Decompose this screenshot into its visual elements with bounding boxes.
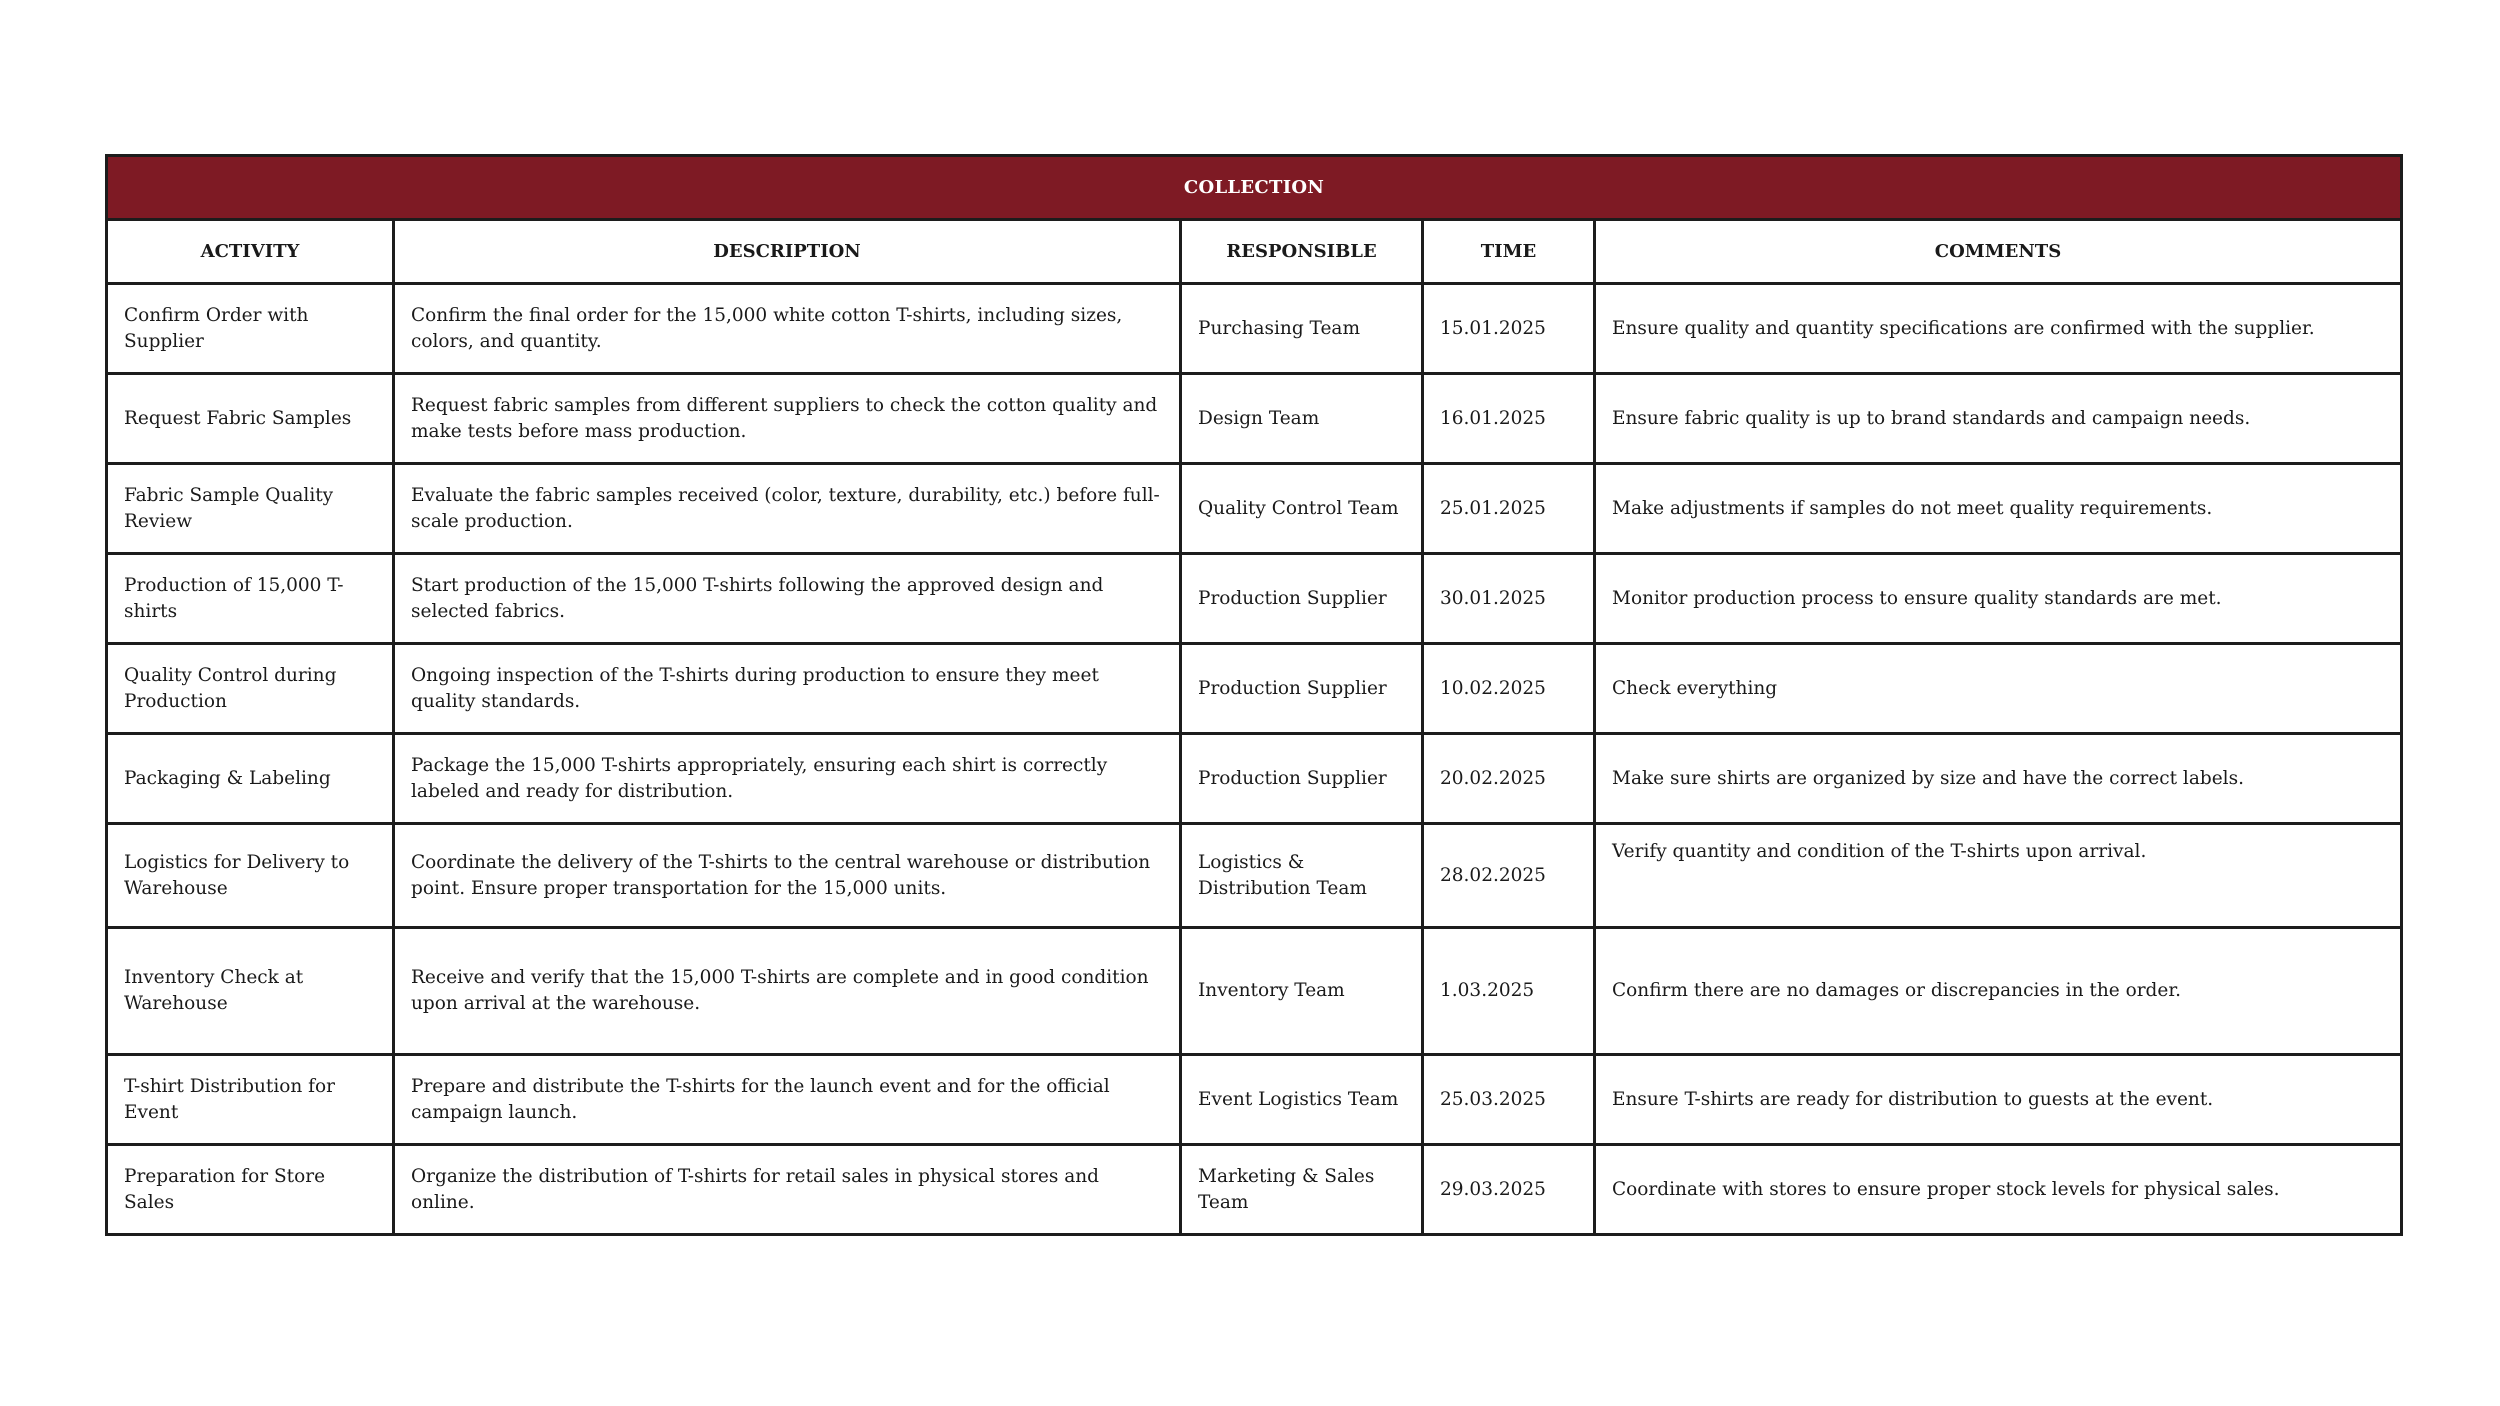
table-title-row (107, 156, 2402, 220)
comments-cell: Verify quantity and condition of the T-shirts upon arrival. (1595, 824, 2402, 928)
table-row (107, 928, 2402, 1055)
table-row (107, 374, 2402, 464)
table-row (107, 824, 2402, 928)
activity-cell: Fabric Sample Quality Review (107, 464, 394, 554)
collection-table (105, 154, 2403, 1236)
table-row (107, 464, 2402, 554)
description-cell: Receive and verify that the 15,000 T-shirts are complete and in good condition upon arrival at the warehouse. (394, 928, 1181, 1055)
activity-cell: Preparation for Store Sales (107, 1145, 394, 1235)
description-cell: Request fabric samples from different suppliers to check the cotton quality and make tests before mass production. (394, 374, 1181, 464)
responsible-cell: Marketing & Sales Team (1181, 1145, 1423, 1235)
description-cell: Start production of the 15,000 T-shirts following the approved design and selected fabrics. (394, 554, 1181, 644)
activity-cell: Production of 15,000 T-shirts (107, 554, 394, 644)
activity-cell: Confirm Order with Supplier (107, 284, 394, 374)
time-cell: 15.01.2025 (1423, 284, 1595, 374)
responsible-cell: Production Supplier (1181, 644, 1423, 734)
comments-cell: Ensure quality and quantity specifications are confirmed with the supplier. (1595, 284, 2402, 374)
column-header-activity: ACTIVITY (107, 220, 394, 284)
description-cell: Package the 15,000 T-shirts appropriately, ensuring each shirt is correctly labeled and ready for distribution. (394, 734, 1181, 824)
time-cell: 29.03.2025 (1423, 1145, 1595, 1235)
responsible-cell: Production Supplier (1181, 554, 1423, 644)
description-cell: Ongoing inspection of the T-shirts during production to ensure they meet quality standards. (394, 644, 1181, 734)
table-title: COLLECTION (107, 156, 2402, 220)
time-cell: 1.03.2025 (1423, 928, 1595, 1055)
responsible-cell: Production Supplier (1181, 734, 1423, 824)
table-row (107, 734, 2402, 824)
comments-cell: Check everything (1595, 644, 2402, 734)
table-row (107, 554, 2402, 644)
time-cell: 25.01.2025 (1423, 464, 1595, 554)
comments-cell: Ensure fabric quality is up to brand standards and campaign needs. (1595, 374, 2402, 464)
description-cell: Evaluate the fabric samples received (color, texture, durability, etc.) before full-scale production. (394, 464, 1181, 554)
responsible-cell: Quality Control Team (1181, 464, 1423, 554)
comments-cell: Confirm there are no damages or discrepancies in the order. (1595, 928, 2402, 1055)
description-cell: Prepare and distribute the T-shirts for the launch event and for the official campaign launch. (394, 1055, 1181, 1145)
activity-cell: Packaging & Labeling (107, 734, 394, 824)
activity-cell: Logistics for Delivery to Warehouse (107, 824, 394, 928)
activity-cell: T-shirt Distribution for Event (107, 1055, 394, 1145)
comments-cell: Coordinate with stores to ensure proper stock levels for physical sales. (1595, 1145, 2402, 1235)
table-row (107, 644, 2402, 734)
responsible-cell: Event Logistics Team (1181, 1055, 1423, 1145)
collection-sheet (105, 154, 2400, 1236)
time-cell: 16.01.2025 (1423, 374, 1595, 464)
comments-cell: Make sure shirts are organized by size and have the correct labels. (1595, 734, 2402, 824)
responsible-cell: Purchasing Team (1181, 284, 1423, 374)
comments-cell: Monitor production process to ensure quality standards are met. (1595, 554, 2402, 644)
comments-cell: Ensure T-shirts are ready for distribution to guests at the event. (1595, 1055, 2402, 1145)
description-cell: Confirm the final order for the 15,000 white cotton T-shirts, including sizes, colors, and quantity. (394, 284, 1181, 374)
time-cell: 10.02.2025 (1423, 644, 1595, 734)
time-cell: 28.02.2025 (1423, 824, 1595, 928)
table-row (107, 1145, 2402, 1235)
time-cell: 20.02.2025 (1423, 734, 1595, 824)
column-header-description: DESCRIPTION (394, 220, 1181, 284)
description-cell: Organize the distribution of T-shirts for retail sales in physical stores and online. (394, 1145, 1181, 1235)
time-cell: 30.01.2025 (1423, 554, 1595, 644)
table-header-row (107, 220, 2402, 284)
table-row (107, 284, 2402, 374)
description-cell: Coordinate the delivery of the T-shirts to the central warehouse or distribution point. Ensure proper transportation for the 15,000 units. (394, 824, 1181, 928)
activity-cell: Request Fabric Samples (107, 374, 394, 464)
time-cell: 25.03.2025 (1423, 1055, 1595, 1145)
comments-cell: Make adjustments if samples do not meet quality requirements. (1595, 464, 2402, 554)
responsible-cell: Logistics & Distribution Team (1181, 824, 1423, 928)
column-header-time: TIME (1423, 220, 1595, 284)
table-row (107, 1055, 2402, 1145)
column-header-comments: COMMENTS (1595, 220, 2402, 284)
activity-cell: Inventory Check at Warehouse (107, 928, 394, 1055)
column-header-responsible: RESPONSIBLE (1181, 220, 1423, 284)
activity-cell: Quality Control during Production (107, 644, 394, 734)
responsible-cell: Inventory Team (1181, 928, 1423, 1055)
responsible-cell: Design Team (1181, 374, 1423, 464)
